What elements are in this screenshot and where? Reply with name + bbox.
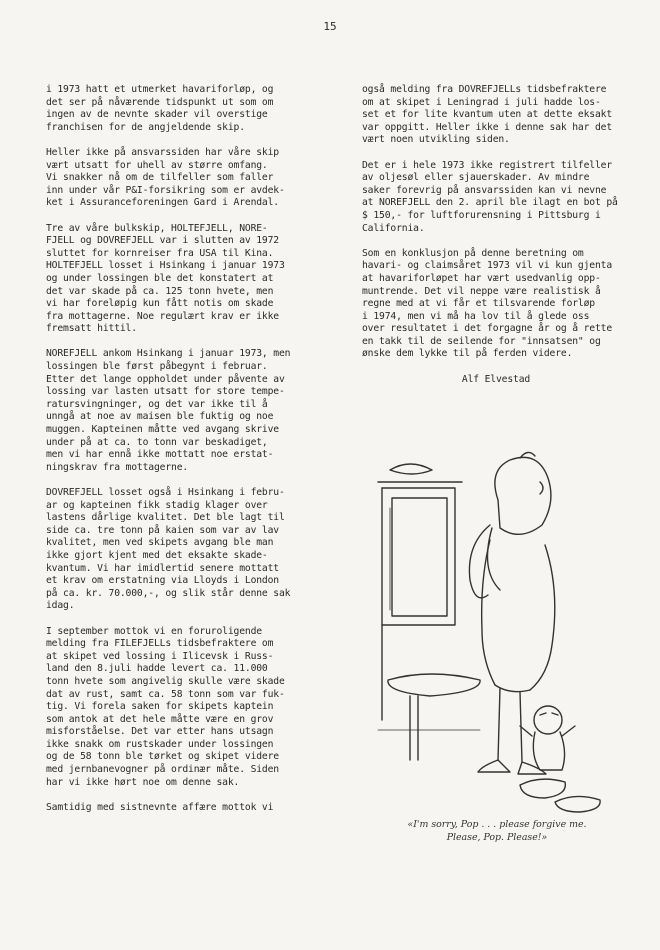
text-line: lossing var lasten utsatt for store tempe- [46,386,285,398]
text-line: DOVREFJELL losset også i Hsinkang i febru- [46,487,285,498]
text-line: California. [362,222,425,234]
cartoon-caption [362,818,632,844]
text-line: FJELL og DOVREFJELL var i slutten av 1972 [46,235,279,247]
text-line: i 1973 hatt et utmerket havariforløp, og [46,84,274,95]
text-line: idag. [46,600,75,612]
caption-line: «I'm sorry, Pop . . . please forgive me. [407,819,587,830]
text-line: har vi ikke hørt noe om denne sak. [46,776,240,788]
text-line: vært utsatt for uhell av større omfang. [46,159,268,171]
text-line: ønske dem lykke til på ferden videre. [362,348,573,360]
text-line: sluttet for kornreiser fra USA til Kina. [46,247,274,259]
paragraph [46,84,330,134]
text-line: Tre av våre bulkskip, HOLTEFJELL, NORE- [46,222,268,234]
text-line: ingen av de nevnte skader vil overstige [46,109,268,121]
page-number: 15 [323,20,337,33]
text-line: Vi snakker nå om de tilfeller som faller [46,172,274,184]
text-line: det ser på nåværende tidspunkt ut som om [46,96,274,108]
text-line: ikke snakk om rustskader under lossingen [46,738,274,750]
signature: Alf Elvestad [461,373,531,385]
text-line: HOLTEFJELL losset i Hsinkang i januar 1973 [46,260,285,272]
text-line: som antok at det hele måtte være en grov [46,713,274,725]
text-line: ar og kapteinen fikk stadig klager over [46,499,268,511]
cartoon-illustration-icon [370,430,620,815]
paragraph [46,223,330,336]
text-line: set et for lite kvantum uten at dette eksakt [362,109,613,121]
text-line: franchisen for de angjeldende skip. [46,121,245,133]
text-line: at skipet ved lossing i Ilicevsk i Russ- [46,650,274,662]
text-line: et krav om erstatning via Lloyds i London [46,575,279,587]
text-line: en takk til de seilende for "innsatsen" og [362,335,601,347]
text-line: Det er i hele 1973 ikke registrert tilfeller [362,159,613,171]
text-line: og de 58 tonn ble tørket og skipet videre [46,751,279,763]
text-line: av oljesøl eller sjauerskader. Av mindre [362,172,590,184]
text-line: med jernbanevogner på ordinær måte. Siden [46,764,279,776]
paragraph [46,802,330,815]
paragraph [46,487,330,613]
text-line: fremsatt hittil. [46,323,137,335]
text-line: havari- og claimsåret 1973 vil vi kun gjenta [362,260,613,272]
caption-line: Please, Pop. Please!» [446,832,548,843]
text-line: dat av rust, samt ca. 58 tonn som var fuk- [46,688,285,700]
text-line: kvalitet, men ved skipets avgang ble man [46,537,274,549]
paragraph [46,626,330,790]
paragraph [46,147,330,210]
text-line: Heller ikke på ansvarssiden har våre skip [46,146,279,158]
text-line: og under lossingen ble det konstatert at [46,272,274,284]
text-line: side ca. tre tonn på kaien som var av lav [46,524,279,536]
text-line: over resultatet i det forgagne år og å rette [362,323,613,335]
text-line: kvantum. Vi har imidlertid senere mottatt [46,562,279,574]
text-line: ket i Assuranceforeningen Gard i Arendal. [46,197,279,209]
text-line: I september mottok vi en foruroligende [46,625,262,637]
text-line: lossingen ble først påbegynt i februar. [46,361,268,373]
right-column [362,84,630,386]
text-line: Samtidig med sistnevnte affære mottok vi [46,801,274,813]
text-line: $ 150,- for luftforurensning i Pittsburg i [362,209,601,221]
text-line: land den 8.juli hadde levert ca. 11.000 [46,663,268,675]
text-line: saker forevrig på ansvarssiden kan vi nevne [362,184,607,196]
text-line: var oppgitt. Heller ikke i denne sak har det [362,121,613,133]
text-line: melding fra FILEFJELLs tidsbefraktere om [46,638,274,650]
text-line: men vi har ennå ikke mottatt noe erstat- [46,449,274,461]
text-line: tonn hvete som angivelig skulle være skade [46,675,285,687]
text-line: muntrende. Det vil neppe være realistisk å [362,285,601,297]
text-line: om at skipet i Leningrad i juli hadde los- [362,96,601,108]
text-line: fra mottagerne. Noe regulært krav er ikke [46,310,279,322]
text-line: Som en konklusjon på denne beretning om [362,247,584,259]
text-line: tig. Vi forela saken for skipets kaptein [46,701,274,713]
text-line: også melding fra DOVREFJELLs tidsbefraktere [362,84,607,95]
paragraph [362,160,630,236]
text-line: unngå at noe av maisen ble fuktig og noe [46,411,274,423]
text-line: Etter det lange oppholdet under påvente av [46,373,285,385]
text-line: muggen. Kapteinen måtte ved avgang skrive [46,424,279,436]
text-line: at NOREFJELL den 2. april ble ilagt en bot på [362,197,618,209]
text-line: at havariforløpet har vært usedvanlig opp- [362,272,601,284]
text-line: vært noen utvikling siden. [362,134,510,146]
left-column [46,84,330,827]
paragraph [362,84,630,147]
text-line: ningskrav fra mottagerne. [46,461,189,473]
text-line: ratursvingninger, og det var ikke til å [46,398,268,410]
text-line: NOREFJELL ankom Hsinkang i januar 1973, men [46,348,291,360]
text-line: i 1974, men vi må ha lov til å glede oss [362,310,590,322]
text-line: ikke gjort kjent med det eksakte skade- [46,549,268,561]
text-line: misforståelse. Det var etter hans utsagn [46,726,274,738]
text-line: på ca. kr. 70.000,-, og slik står denne sak [46,587,291,599]
paragraph [46,348,330,474]
text-line: det var skade på ca. 125 tonn hvete, men [46,285,274,297]
text-line: inn under vår P&I-forsikring som er avdek- [46,184,285,196]
text-line: lastens dårlige kvalitet. Det ble lagt til [46,512,285,524]
paragraph [362,248,630,361]
text-line: vi har foreløpig kun fått notis om skade [46,298,274,310]
text-line: under på at ca. to tonn var beskadiget, [46,436,268,448]
text-line: regne med at vi får et tilsvarende forløp [362,298,595,310]
